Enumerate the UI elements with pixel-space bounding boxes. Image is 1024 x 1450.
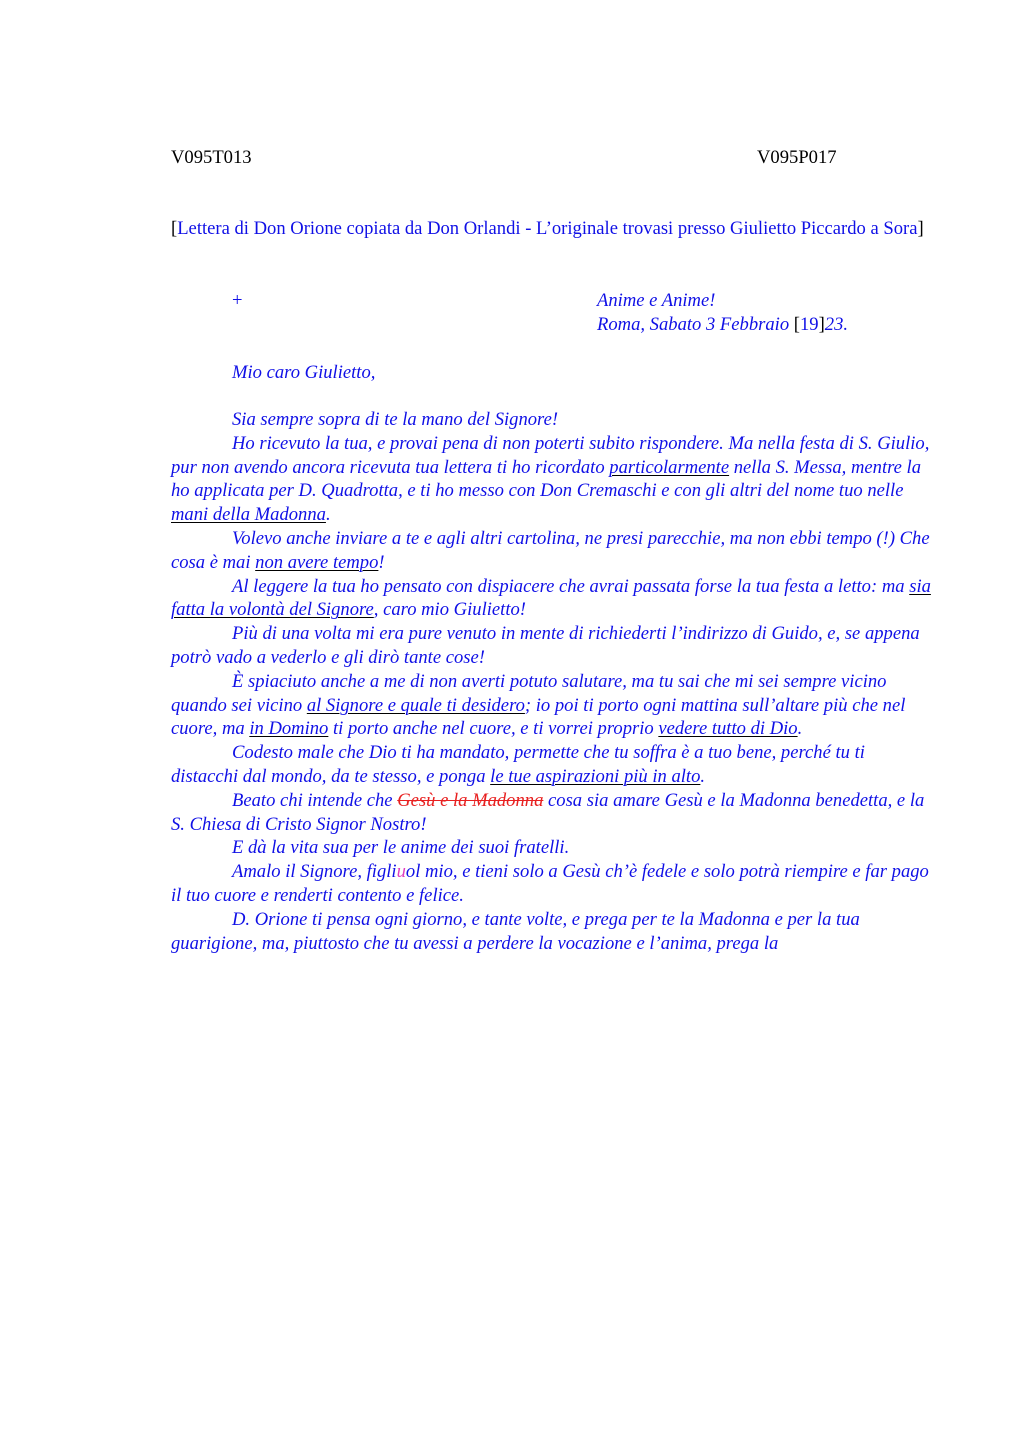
underlined-text: al Signore e quale ti desidero — [306, 694, 525, 716]
paragraph-11: D. Orione ti pensa ogni giorno, e tante volte, e prega per te la Madonna e per la tua guarigione, ma, piuttosto che tu avessi a perdere la vocazione e l’anima, prega la — [171, 908, 860, 954]
paragraph-1: Sia sempre sopra di te la mano del Signore! — [232, 409, 559, 430]
text-run: Codesto male che Dio ti ha mandato, permette che tu soffra è a tuo bene, perché tu ti distacchi dal mondo, da te stesso, e ponga — [171, 742, 865, 787]
text-run: Al leggere la tua ho pensato con dispiacere che avrai passata forse la tua festa a letto: ma — [232, 575, 910, 597]
text-run: ; io poi ti porto ogni mattina sull’altare più che nel cuore, ma — [171, 694, 906, 740]
underlined-text: sia fatta la volontà del Signore — [171, 575, 931, 621]
date-century: 19 — [799, 314, 819, 335]
paragraph-5: Più di una volta mi era pure venuto in mente di richiederti l’indirizzo di Guido, e, se appena potrò vado a vederlo e gli dirò tante cose! — [171, 623, 920, 668]
document-code-right: V095P017 — [757, 147, 837, 168]
text-run: È spiaciuto anche a me di non averti potuto salutare, ma tu sai che mi sei sempre vicino quando sei vicino — [171, 670, 887, 716]
paragraph-3 — [171, 527, 931, 575]
paragraph-4 — [171, 575, 931, 623]
text-run: ti porto anche nel cuore, e ti vorrei proprio — [328, 718, 659, 740]
text-run: Ho ricevuto la tua, e provai pena di non poterti subito rispondere. Ma nella festa di S. Giulio, pur non avendo ancora ricevuta tua lettera ti ho ricordato — [171, 432, 930, 478]
text-run: . — [797, 718, 803, 740]
paragraph-10 — [171, 860, 931, 908]
text-run: Amalo il Signore, figli — [232, 861, 397, 883]
text-run: . — [325, 504, 331, 526]
date-bracket-close: ] — [818, 314, 825, 335]
document-code-left: V095T013 — [171, 147, 252, 168]
salutation: Mio caro Giulietto, — [232, 362, 376, 383]
underlined-text: vedere tutto di Dio — [658, 718, 798, 740]
underlined-text: mani della Madonna — [171, 504, 326, 526]
text-run: , caro mio Giulietto! — [373, 599, 526, 621]
date-year: 23. — [824, 314, 849, 335]
text-run: ol mio, e tieni solo a Gesù ch’è fedele e solo potrà riempire e far pago il tuo cuore e renderti contento e felice. — [171, 861, 929, 906]
text-run: cosa sia amare Gesù e la Madonna benedetta, e la S. Chiesa di Cristo Signor Nostro! — [171, 789, 925, 835]
date-line — [597, 313, 848, 337]
corrected-letter: u — [396, 861, 406, 883]
underlined-text: in Domino — [249, 718, 329, 740]
bracket-close: ] — [917, 218, 924, 239]
date-bracket-open: [ — [793, 314, 800, 335]
underlined-text: particolarmente — [609, 456, 730, 478]
bracket-open: [ — [171, 218, 178, 239]
text-run: Volevo anche inviare a te e agli altri cartolina, ne presi parecchie, ma non ebbi tempo (!) Che cosa è mai — [171, 527, 930, 573]
text-run: Beato chi intende che — [232, 789, 398, 811]
paragraph-6 — [171, 670, 931, 741]
text-run: nella S. Messa, mentre la ho applicata per D. Quadrotta, e ti ho messo con Don Cremaschi e con gli altri del nome tuo nelle — [171, 456, 922, 502]
underlined-text: non avere tempo — [255, 551, 379, 573]
paragraph-7 — [171, 741, 931, 789]
text-run: . — [700, 765, 706, 787]
motto: Anime e Anime! — [597, 290, 716, 311]
editorial-note-text: Lettera di Don Orione copiata da Don Orlandi - L’originale trovasi presso Giulietto Piccardo a Sora — [177, 218, 918, 239]
editorial-note — [171, 217, 931, 241]
paragraph-2 — [171, 432, 931, 527]
date-prefix: Roma, Sabato 3 Febbraio — [597, 314, 794, 335]
struck-through-text: Gesù e la Madonna — [397, 789, 544, 811]
paragraph-9: E dà la vita sua per le anime dei suoi fratelli. — [232, 837, 570, 859]
letter-body — [171, 408, 931, 955]
cross-symbol: + — [232, 290, 243, 311]
underlined-text: le tue aspirazioni più in alto — [490, 765, 701, 787]
text-run: ! — [378, 551, 385, 573]
letter-dateline — [597, 289, 848, 337]
paragraph-8 — [171, 789, 931, 837]
